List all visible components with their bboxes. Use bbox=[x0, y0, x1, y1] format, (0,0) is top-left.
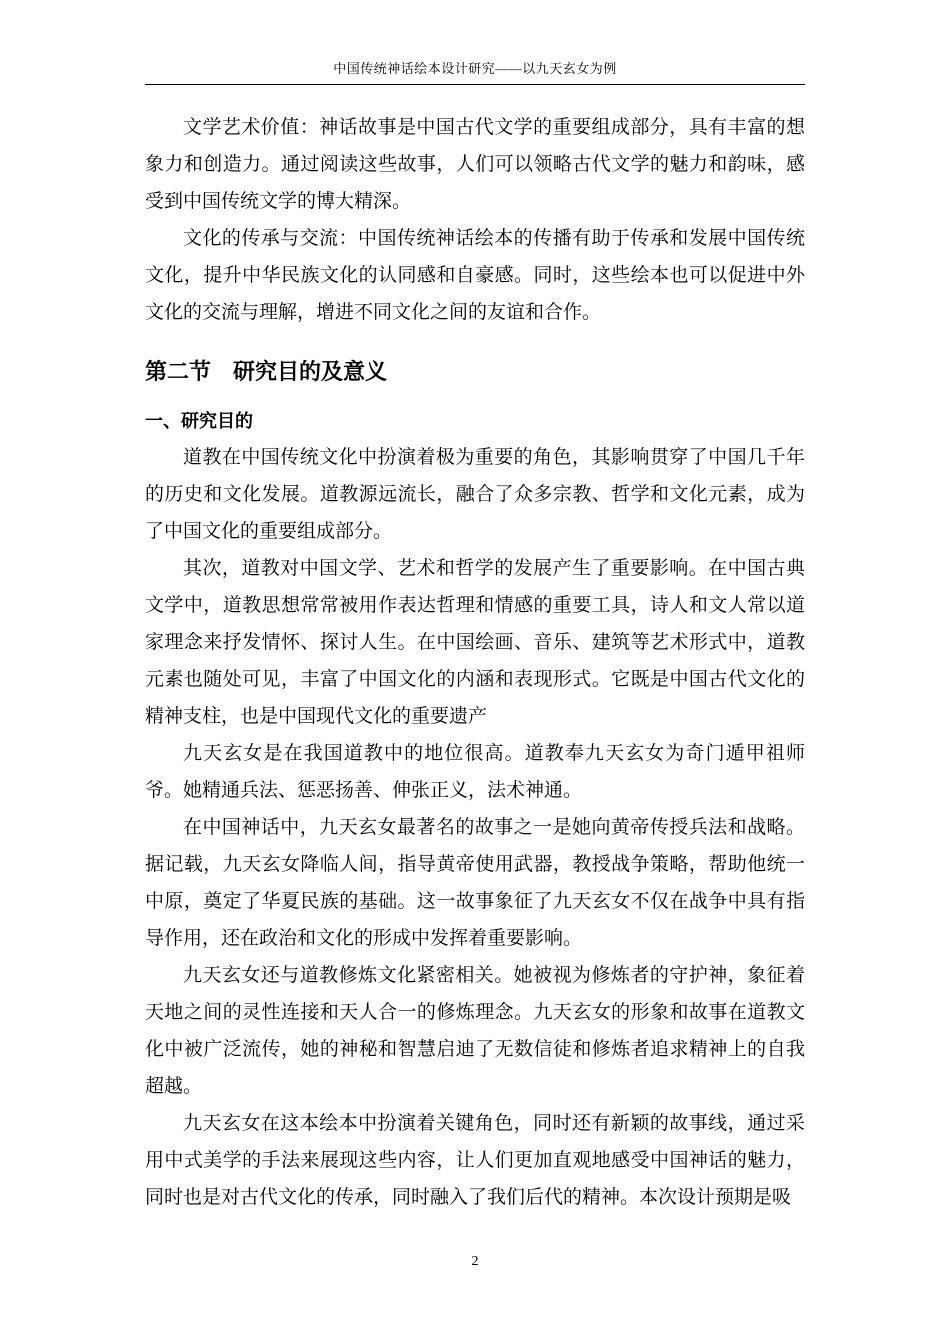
paragraph-culture-exchange: 文化的传承与交流：中国传统神话绘本的传播有助于传承和发展中国传统文化，提升中华民族文化的认同感和自豪感。同时，这些绘本也可以促进中外文化的交流与理解，增进不同文化之间的友谊和合作。 bbox=[145, 228, 805, 323]
paragraph-goddess-legend: 在中国神话中，九天玄女最著名的故事之一是她向黄帝传授兵法和战略。据记载，九天玄女降临人间，指导黄帝使用武器，教授战争策略，帮助他统一中原，奠定了华夏民族的基础。这一故事象征了九天玄女不仅在战争中具有指导作用，还在政治和文化的形成中发挥着重要影响。 bbox=[145, 817, 805, 949]
paragraph-picture-book-role: 九天玄女在这本绘本中扮演着关键角色，同时还有新颖的故事线，通过采用中式美学的手法来展现这些内容，让人们更加直观地感受中国神话的魅力，同时也是对古代文化的传承，同时融入了我们后代的精神。本次设计预期是吸 bbox=[145, 1113, 805, 1208]
paragraph-goddess-cultivation: 九天玄女还与道教修炼文化紧密相关。她被视为修炼者的守护神，象征着天地之间的灵性连接和天人合一的修炼理念。九天玄女的形象和故事在道教文化中被广泛流传，她的神秘和智慧启迪了无数信徒和修炼者追求精神上的自我超越。 bbox=[145, 965, 805, 1097]
paragraph-goddess-status: 九天玄女是在我国道教中的地位很高。道教奉九天玄女为奇门遁甲祖师爷。她精通兵法、惩恶扬善、伸张正义，法术神通。 bbox=[145, 743, 805, 801]
paragraph-literary-value: 文学艺术价值：神话故事是中国古代文学的重要组成部分，具有丰富的想象力和创造力。通过阅读这些故事，人们可以领略古代文学的魅力和韵味，感受到中国传统文学的博大精深。 bbox=[145, 117, 805, 212]
paragraph-taoism-influence: 其次，道教对中国文学、艺术和哲学的发展产生了重要影响。在中国古典文学中，道教思想常常被用作表达哲理和情感的重要工具，诗人和文人常以道家理念来抒发情怀、探讨人生。在中国绘画、音乐、建筑等艺术形式中，道教元素也随处可见，丰富了中国文化的内涵和表现形式。它既是中国古代文化的精神支柱，也是中国现代文化的重要遗产 bbox=[145, 558, 805, 727]
document-body bbox=[145, 85, 805, 1216]
page-number: 2 bbox=[471, 1254, 479, 1269]
paragraph-taoism-role: 道教在中国传统文化中扮演着极为重要的角色，其影响贯穿了中国几千年的历史和文化发展。道教源远流长，融合了众多宗教、哲学和文化元素，成为了中国文化的重要组成部分。 bbox=[145, 447, 805, 542]
subsection-heading: 一、研究目的 bbox=[145, 411, 253, 431]
page-header bbox=[145, 58, 805, 85]
section-heading: 第二节 研究目的及意义 bbox=[145, 359, 388, 384]
header-title: 中国传统神话绘本设计研究——以九天玄女为例 bbox=[333, 61, 617, 76]
